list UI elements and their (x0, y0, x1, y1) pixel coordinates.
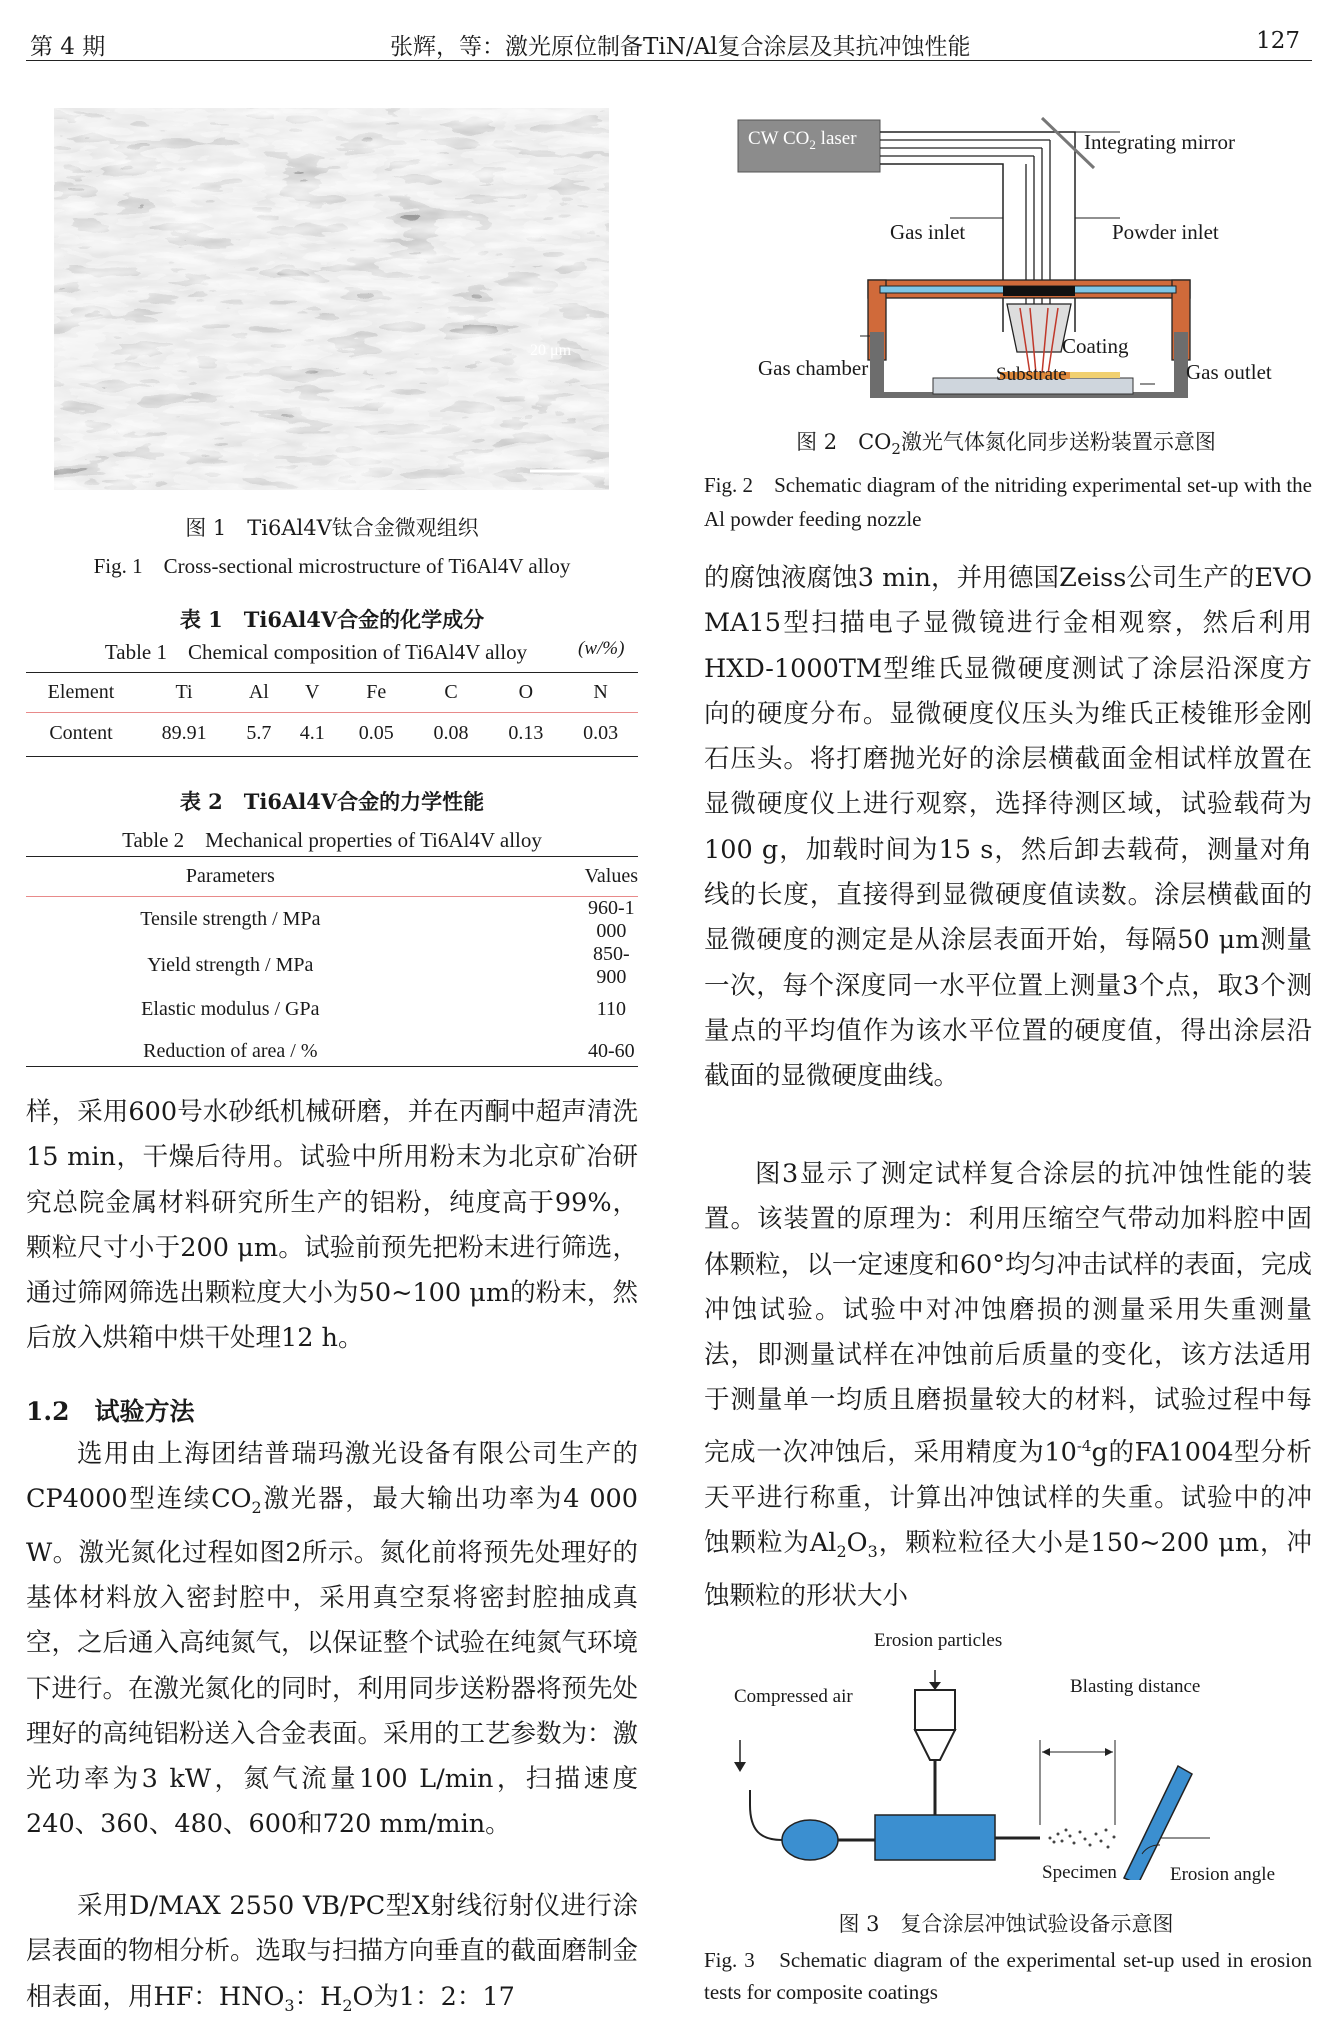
table1-cell: Content (49, 721, 113, 744)
table2-bottom-rule (26, 1066, 638, 1067)
right-paragraph-1 (704, 556, 1312, 1100)
paragraph-text: ：H (294, 1981, 343, 2012)
page-number: 127 (1256, 28, 1300, 54)
table2-cell: Elastic modulus / GPa (141, 998, 320, 1020)
scale-bar-label: 20 μm (530, 342, 572, 359)
air-bulb (782, 1820, 838, 1860)
subscript: 2 (891, 440, 901, 459)
table1-title-en: Table 1 Chemical composition of Ti6Al4V alloy (104, 640, 528, 664)
subscript: 2 (836, 1541, 847, 1561)
table1-header-cell: V (304, 681, 320, 704)
table2-title-cn: 表 2 Ti6Al4V合金的力学性能 (179, 789, 485, 814)
table2-row (26, 943, 638, 989)
table1-row (26, 712, 638, 754)
running-title: 张辉，等：激光原位制备TiN/Al复合涂层及其抗冲蚀性能 (390, 34, 971, 60)
paragraph-text: 的腐蚀液腐蚀3 min，并用德国Zeiss公司生产的EVO MA15型扫描电子显微镜进行金相观察，然后利用HXD-1000TM型维氏显微硬度测试了涂层沿深度方向的硬度分布。显微硬度仪压头为维氏正棱锥形金刚石压头。将打磨抛光好的涂层横截面金相试样放置在显微硬度仪上进行观察，选择待测区域，试验载荷为100 g，加载时间为15 s，然后卸去载荷，测量对角线的长度，直接得到显微硬度值读数。涂层横截面的显微硬度的测定是从涂层表面开始，每隔50 μm测量一次，每个深度同一水平位置上测量3个点，取3个测量点的平均值作为该水平位置的硬度值，得出涂层沿截面的显微硬度曲线。 (704, 563, 1312, 1092)
gas-chamber-label: Gas chamber (758, 356, 869, 380)
caption-text: 图 2 CO (796, 430, 892, 454)
gas-outlet-label: Gas outlet (1186, 360, 1272, 384)
table2-header-row (26, 858, 638, 896)
table1-cell: 89.91 (161, 721, 207, 744)
erosion-particles-label: Erosion particles (874, 1630, 1003, 1651)
paragraph-text: O (846, 1527, 868, 1558)
table1-cell: 0.13 (508, 721, 544, 744)
table1-header-cell: C (444, 681, 458, 704)
table2-cell: 960-1 000 (588, 896, 635, 942)
table2-cell: 850-900 (593, 942, 630, 988)
table2-row (26, 989, 638, 1031)
table1-cell: 0.03 (583, 721, 619, 744)
table2-title-en: Table 2 Mechanical properties of Ti6Al4V alloy (122, 828, 542, 852)
fig2-caption-en: Fig. 2 Schematic diagram of the nitriding experimental set-up with the Al powder feeding nozzle (704, 473, 1312, 531)
paragraph-text: ，颗粒粒径大小是150~200 μm，冲蚀颗粒的形状大小 (704, 1527, 1312, 1612)
table2-cell: Yield strength / MPa (147, 954, 314, 976)
fig3-caption-cn: 图 3 复合涂层冲蚀试验设备示意图 (838, 1912, 1174, 1936)
subscript: 2 (342, 1995, 353, 2015)
label-text: CW CO (748, 128, 810, 149)
table1-unit: (w/%) (578, 638, 625, 659)
paragraph-text: 选用由上海团结普瑞玛激光设备有限公司生产的CP4000型连续CO (26, 1439, 638, 1515)
powder-inlet-label: Powder inlet (1112, 220, 1219, 244)
integrating-mirror-label: Integrating mirror (1084, 130, 1236, 154)
table1-header-cell: Al (248, 681, 269, 704)
table2-header-cell: Parameters (185, 865, 275, 888)
paragraph-text: 激光器，最大输出功率为4 000 W。激光氮化过程如图2所示。氮化前将预先处理好的基体材料放入密封腔中，采用真空泵将密封腔抽成真空，之后通入高纯氮气，以保证整个试验在纯氮气环境下进行。在激光氮化的同时，利用同步送粉器将预先处理好的高纯铝粉送入合金表面。采用的工艺参数为：激光功率为3 kW，氮气流量100 L/min，扫描速度240、360、480、600和720 mm/min。 (26, 1484, 639, 1840)
table1 (26, 674, 638, 754)
journal-issue: 第 4 期 (30, 34, 106, 60)
left-paragraph-3 (26, 1884, 638, 2028)
table2-cell: 40-60 (588, 1040, 635, 1062)
table2 (26, 858, 638, 1073)
erosion-angle-label: Erosion angle (1170, 1864, 1276, 1885)
table2-header-cell: Values (584, 865, 638, 888)
coating-label: Coating (1062, 334, 1129, 358)
table1-header-row (26, 674, 638, 712)
table1-cell: 0.08 (433, 721, 469, 744)
table2-top-rule (26, 856, 638, 857)
table1-cell: 0.05 (358, 721, 394, 744)
left-paragraph-2 (26, 1432, 638, 1848)
microstructure-image (54, 108, 609, 490)
substrate-label: Substrate (996, 364, 1067, 385)
fig1-caption-cn: 图 1 Ti6Al4V钛合金微观组织 (185, 516, 479, 540)
table1-header-cell: Ti (175, 681, 193, 704)
specimen (1124, 1766, 1192, 1880)
subscript: 3 (284, 1995, 295, 2015)
header-rule (26, 60, 1312, 61)
label-text: laser (815, 128, 857, 149)
fig1-caption-en: Fig. 1 Cross-sectional microstructure of Ti6Al4V alloy (93, 554, 571, 578)
laser-label (748, 128, 857, 153)
table1-header-cell: Fe (366, 681, 387, 704)
gas-inlet-label: Gas inlet (890, 220, 966, 244)
fig3-caption-en: Fig. 3 Schematic diagram of the experimental set-up used in erosion tests for composite coatings (704, 1948, 1312, 2004)
table1-header-cell: Element (47, 681, 115, 704)
subscript: 2 (251, 1498, 262, 1518)
table2-cell: Reduction of area / % (143, 1040, 318, 1062)
left-paragraph-1 (26, 1090, 638, 1362)
section-heading-1-2: 1.2 试验方法 (26, 1397, 195, 1426)
table2-cell: Tensile strength / MPa (140, 908, 321, 930)
paragraph-text: 图3显示了测定试样复合涂层的抗冲蚀性能的装置。该装置的原理为：利用压缩空气带动加料腔中固体颗粒，以一定速度和60°均匀冲击试样的表面，完成冲蚀试验。试验中对冲蚀磨损的测量采用失重测量法，即测量试样在冲蚀前后质量的变化，该方法适用于测量单一均质且磨损量较大的材料，试验过程中每完成一次冲蚀后，采用精度为10 (704, 1159, 1312, 1468)
fig2-caption-cn (700, 426, 1312, 458)
blasting-distance-label: Blasting distance (1070, 1676, 1201, 1697)
paragraph-text: g的FA1004型分析天平进行称重，计算出冲蚀试样的失重。试验中的冲蚀颗粒为Al (704, 1437, 1312, 1558)
table1-bottom-rule (26, 756, 638, 757)
right-paragraph-2 (704, 1152, 1312, 1620)
table1-header-cell: N (593, 681, 608, 704)
compressed-air-label: Compressed air (734, 1686, 853, 1707)
table1-top-rule (26, 672, 638, 673)
caption-text: 激光气体氮化同步送粉装置示意图 (900, 430, 1216, 454)
table1-cell: 5.7 (246, 721, 272, 744)
paragraph-text: 采用D/MAX 2550 VB/PC型X射线衍射仪进行涂层表面的物相分析。选取与扫描方向垂直的截面磨制金相表面，用HF：HNO (26, 1891, 639, 2012)
fig3-diagram (710, 1640, 1310, 1880)
table2-row (26, 896, 638, 943)
table1-cell: 4.1 (299, 721, 325, 744)
table2-cell: 110 (596, 998, 626, 1020)
superscript: -4 (1076, 1436, 1092, 1455)
specimen-label: Specimen (1042, 1862, 1117, 1883)
table1-header-cell: O (518, 681, 534, 704)
subscript: 3 (867, 1541, 878, 1561)
mixing-chamber (875, 1815, 995, 1860)
table1-title-cn: 表 1 Ti6Al4V合金的化学成分 (179, 607, 485, 632)
paragraph-text: 样，采用600号水砂纸机械研磨，并在丙酮中超声清洗15 min，干燥后待用。试验中所用粉末为北京矿冶研究总院金属材料研究所生产的铝粉，纯度高于99%，颗粒尺寸小于200 μm。试验前预先把粉末进行筛选，通过筛网筛选出颗粒度大小为50~100 μm的粉末，然后放入烘箱中烘干处理12 h。 (26, 1097, 638, 1354)
paragraph-text: O为1：2：17 (352, 1981, 515, 2012)
subscript: 2 (809, 136, 816, 152)
